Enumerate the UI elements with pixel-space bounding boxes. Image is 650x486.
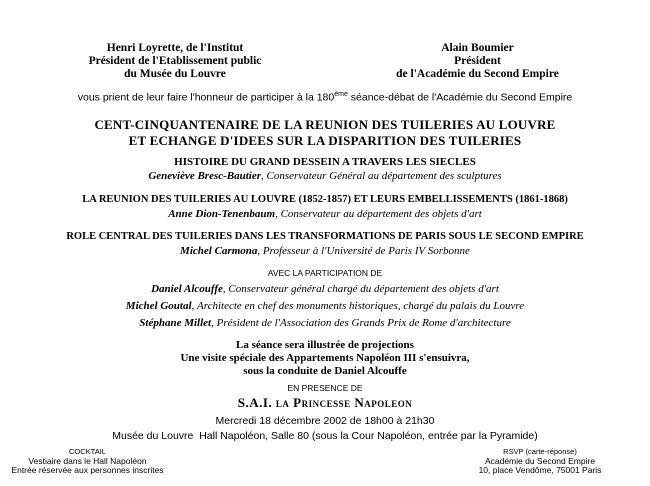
session-1-title: HISTOIRE DU GRAND DESSEIN A TRAVERS LES SIECLES — [174, 156, 476, 168]
invitation-line — [0, 91, 650, 104]
session-1-role: Conservateur Général au département des sculptures — [266, 170, 502, 182]
participant-role: Président de l'Association des Grands Prix de Rome d'architecture — [216, 317, 511, 329]
footer-rsvp-heading: RSVP (carte-réponse) — [503, 447, 577, 456]
session-1-speaker: Geneviève Bresc-Bautier — [148, 170, 262, 182]
event-date: Mercredi 18 décembre 2002 de 18h00 à 21h30 — [215, 415, 435, 427]
participant-line: Stéphane Millet, Président de l'Association des Grands Prix de Rome d'architecture — [139, 317, 511, 329]
session-3-title: ROLE CENTRAL DES TUILERIES DANS LES TRANSFORMATIONS DE PARIS SOUS LE SECOND EMPIRE — [66, 231, 584, 242]
presence-label: EN PRESENCE DE — [287, 383, 363, 393]
announcement-line: sous la conduite de Daniel Alcouffe — [243, 365, 407, 377]
footer-cocktail-heading: COCKTAIL — [69, 447, 106, 456]
participant-line: Michel Goutal, Architecte en chef des monuments historiques, chargé du palais du Louvre — [125, 300, 525, 312]
participant-role: Conservateur général chargé du département des objets d'art — [228, 283, 499, 295]
footer-cocktail-line: Entrée réservée aux personnes inscrites — [11, 465, 164, 475]
session-1-speaker-line: Geneviève Bresc-Bautier, Conservateur Général au département des sculptures — [148, 170, 502, 182]
participant-line: Daniel Alcouffe, Conservateur général chargé du département des objets d'art — [151, 283, 499, 295]
session-3-speaker: Michel Carmona — [180, 245, 258, 257]
participant-name: Daniel Alcouffe — [151, 283, 223, 295]
footer-cocktail-line: Vestiaire dans le Hall Napoléon — [28, 455, 147, 466]
host-left-line: Henri Loyrette, de l'Institut — [106, 42, 244, 54]
announcement-line: Une visite spéciale des Appartements Napoléon III s'ensuivra, — [180, 352, 470, 364]
event-place: Musée du Louvre Hall Napoléon, Salle 80 (sous la Cour Napoléon, entrée par la Pyramide) — [112, 430, 538, 442]
host-left-line: Président de l'Etablissement public — [88, 55, 262, 67]
session-3-speaker-line: Michel Carmona, Professeur à l'Université de Paris IV Sorbonne — [180, 245, 470, 257]
host-right-line: Président — [454, 55, 501, 67]
invitation-before: vous prient de leur faire l'honneur de participer à la 180 — [77, 91, 335, 104]
footer-rsvp-line: Académie du Second Empire — [484, 455, 596, 466]
host-left-line: du Musée du Louvre — [124, 68, 226, 80]
footer-cocktail — [0, 447, 175, 476]
session-2-speaker-line: Anne Dion-Tenenbaum, Conservateur au département des objets d'art — [168, 208, 482, 220]
participation-label: AVEC LA PARTICIPATION DE — [267, 268, 383, 278]
presence-name: S.A.I. la Princesse Napoleon — [237, 395, 413, 410]
participant-name: Stéphane Millet — [139, 317, 212, 329]
session-2-role: Conservateur au département des objets d'art — [280, 208, 482, 220]
session-2-speaker: Anne Dion-Tenenbaum — [168, 208, 276, 220]
announcement-line: La séance sera illustrée de projections — [236, 339, 414, 351]
participant-name: Michel Goutal — [125, 300, 192, 312]
main-title-line-1: CENT-CINQUANTENAIRE DE LA REUNION DES TUILERIES AU LOUVRE — [94, 117, 556, 132]
main-title-line-2: ET ECHANGE D'IDEES SUR LA DISPARITION DES TUILERIES — [128, 133, 522, 148]
footer-rsvp-line: 10, place Vendôme, 75001 Paris — [478, 465, 602, 475]
session-2-title: LA REUNION DES TUILERIES AU LOUVRE (1852-1857) ET LEURS EMBELLISSEMENTS (1861-1868) — [82, 194, 568, 205]
host-right-line: de l'Académie du Second Empire — [396, 68, 559, 80]
session-3-role: Professeur à l'Université de Paris IV Sorbonne — [262, 245, 470, 257]
footer-rsvp — [440, 447, 640, 476]
invitation-superscript: ème — [334, 91, 348, 98]
invitation-after: séance-débat de l'Académie du Second Empire — [347, 91, 573, 104]
host-right — [330, 42, 625, 81]
participant-role: Architecte en chef des monuments historiques, chargé du palais du Louvre — [197, 300, 525, 312]
host-left — [45, 42, 305, 81]
host-right-line: Alain Boumier — [441, 42, 514, 54]
